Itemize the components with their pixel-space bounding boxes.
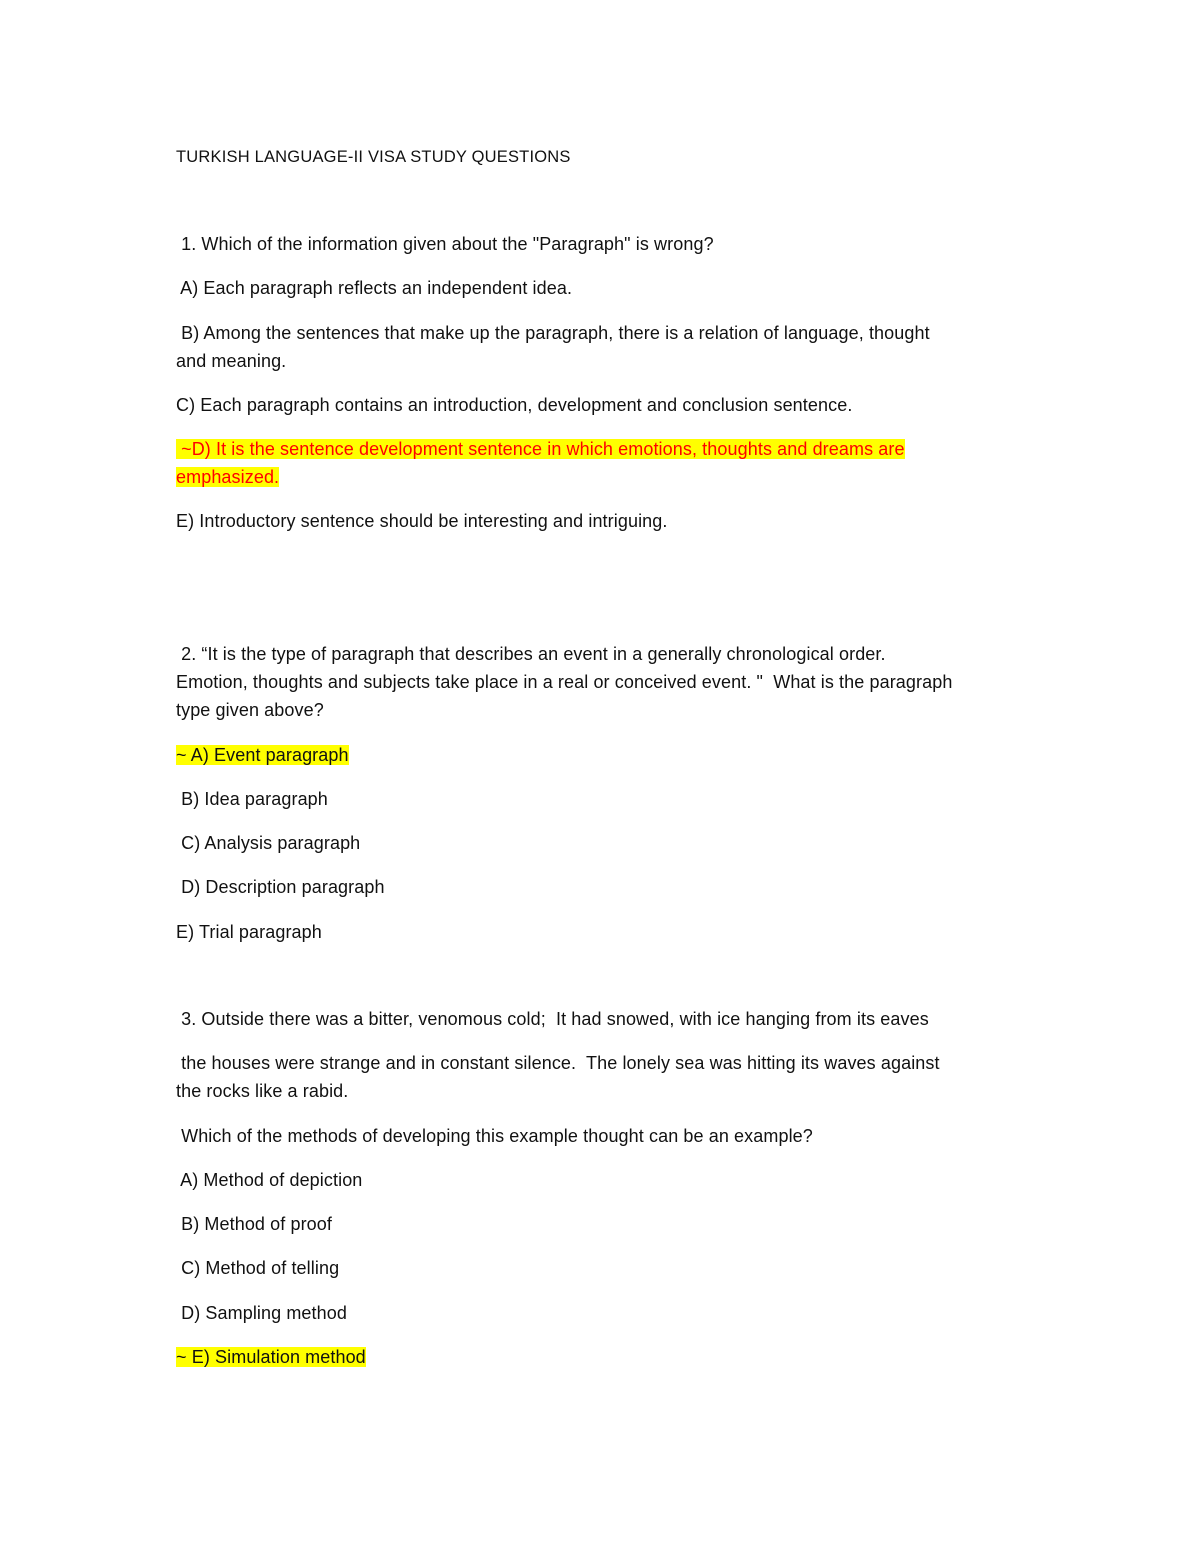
question-2-option-e: E) Trial paragraph <box>176 922 322 942</box>
question-3-answer-highlight: ~ E) Simulation method <box>176 1347 366 1367</box>
question-1-option-e: E) Introductory sentence should be interesting and intriguing. <box>176 511 668 531</box>
question-3-option-d: D) Sampling method <box>176 1303 347 1323</box>
question-2-answer-highlight: ~ A) Event paragraph <box>176 745 349 765</box>
question-1-option-b-line2: and meaning. <box>176 351 287 371</box>
question-3-option-c: C) Method of telling <box>176 1258 340 1278</box>
question-3-text-line3: the rocks like a rabid. <box>176 1081 349 1101</box>
question-2-option-a <box>176 741 349 769</box>
question-3-text-line2: the houses were strange and in constant silence. The lonely sea was hitting its waves against <box>176 1053 940 1073</box>
document-title: TURKISH LANGUAGE-II VISA STUDY QUESTIONS <box>176 148 571 166</box>
question-2-option-c: C) Analysis paragraph <box>176 833 361 853</box>
question-1-option-a: A) Each paragraph reflects an independent idea. <box>176 278 573 298</box>
question-1-text: 1. Which of the information given about the "Paragraph" is wrong? <box>176 234 714 254</box>
question-2-option-d: D) Description paragraph <box>176 877 385 897</box>
question-1-answer-highlight-line2: emphasized. <box>176 467 280 487</box>
question-1-option-d-line1 <box>176 435 905 463</box>
question-3-text-line1: 3. Outside there was a bitter, venomous cold; It had snowed, with ice hanging from its eaves <box>176 1009 929 1029</box>
question-2-text-line2: Emotion, thoughts and subjects take place in a real or conceived event. " What is the paragraph <box>176 672 953 692</box>
question-2-text-line3: type given above? <box>176 700 324 720</box>
question-3-option-a: A) Method of depiction <box>176 1170 363 1190</box>
question-3-text-line4: Which of the methods of developing this example thought can be an example? <box>176 1126 813 1146</box>
question-3-option-b: B) Method of proof <box>176 1214 332 1234</box>
question-1-option-c: C) Each paragraph contains an introduction, development and conclusion sentence. <box>176 395 853 415</box>
question-1-option-b-line1: B) Among the sentences that make up the paragraph, there is a relation of language, thought <box>176 323 930 343</box>
question-2-option-b: B) Idea paragraph <box>176 789 328 809</box>
question-1-answer-highlight-line1: ~D) It is the sentence development sentence in which emotions, thoughts and dreams are <box>176 439 905 459</box>
question-3-option-e <box>176 1343 366 1371</box>
question-1-option-d-line2 <box>176 463 279 491</box>
question-2-text-line1: 2. “It is the type of paragraph that describes an event in a generally chronological order. <box>176 644 886 664</box>
